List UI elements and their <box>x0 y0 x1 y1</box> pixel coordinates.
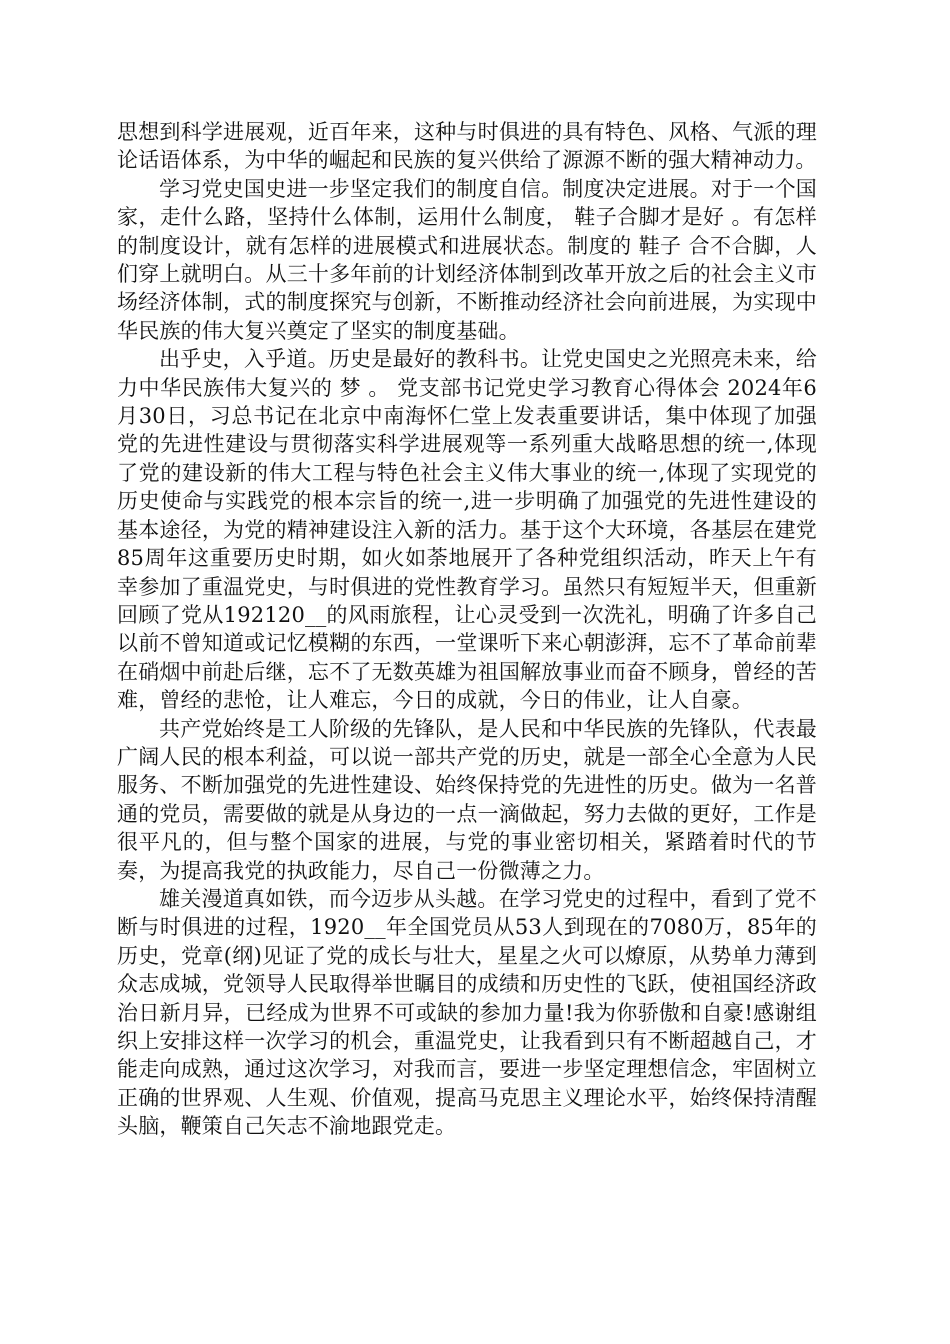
paragraph-2: 学习党史国史进一步坚定我们的制度自信。制度决定进展。对于一个国家，走什么路，坚持什么体制，运用什么制度， 鞋子合脚才是好 。有怎样的制度设计，就有怎样的进展模式和进展状态。制度的 鞋子 合不合脚，人们穿上就明白。从三十多年前的计划经济体制到改革开放之后的社会主义市场经济体制，式的制度探究与创新，不断推动经济社会向前进展，为实现中华民族的伟大复兴奠定了坚实的制度基础。 <box>117 176 817 343</box>
paragraph-3: 出乎史，入乎道。历史是最好的教科书。让党史国史之光照亮未来，给力中华民族伟大复兴的 梦 。 党支部书记党史学习教育心得体会 2024年6月30日，习总书记在北京中南海怀仁堂上发表重要讲话，集中体现了加强党的先进性建设与贯彻落实科学进展观等一系列重大战略思想的统一,体现了党的建设新的伟大工程与特色社会主义伟大事业的统一,体现了实现党的历史使命与实践党的根本宗旨的统一,进一步明确了加强党的先进性建设的基本途径，为党的精神建设注入新的活力。基于这个大环境，各基层在建党85周年这重要历史时期，如火如荼地展开了各种党组织活动，昨天上午有幸参加了重温党史，与时俱进的党性教育学习。虽然只有短短半天，但重新回顾了党从192120__的风雨旅程，让心灵受到一次洗礼，明确了许多自己以前不曾知道或记忆模糊的东西，一堂课听下来心朝澎湃，忘不了革命前辈在硝烟中前赴后继，忘不了无数英雄为祖国解放事业而奋不顾身，曾经的苦难，曾经的悲怆，让人难忘，今日的成就，今日的伟业，让人自豪。 <box>117 347 817 713</box>
paragraph-5: 雄关漫道真如铁，而今迈步从头越。在学习党史的过程中，看到了党不断与时俱进的过程，1920__年全国党员从53人到现在的7080万，85年的历史，党章(纲)见证了党的成长与壮大，星星之火可以燎原，从势单力薄到众志成城，党领导人民取得举世瞩目的成绩和历史性的飞跃，使祖国经济政治日新月异，已经成为世界不可或缺的参加力量!我为你骄傲和自豪!感谢组织上安排这样一次学习的机会，重温党史，让我看到只有不断超越自己，才能走向成熟，通过这次学习，对我而言，要进一步坚定理想信念，牢固树立正确的世界观、人生观、价值观，提高马克思主义理论水平，始终保持清醒头脑，鞭策自己矢志不渝地跟党走。 <box>117 886 817 1139</box>
paragraph-1: 思想到科学进展观，近百年来，这种与时俱进的具有特色、风格、气派的理论话语体系，为中华的崛起和民族的复兴供给了源源不断的强大精神动力。 <box>117 120 817 173</box>
paragraph-4: 共产党始终是工人阶级的先锋队，是人民和中华民族的先锋队，代表最广阔人民的根本利益，可以说一部共产党的历史，就是一部全心全意为人民服务、不断加强党的先进性建设、始终保持党的先进性的历史。做为一名普通的党员，需要做的就是从身边的一点一滴做起，努力去做的更好，工作是很平凡的，但与整个国家的进展，与党的事业密切相关，紧踏着时代的节奏，为提高我党的执政能力，尽自己一份微薄之力。 <box>117 716 817 883</box>
document-body <box>117 118 817 1141</box>
